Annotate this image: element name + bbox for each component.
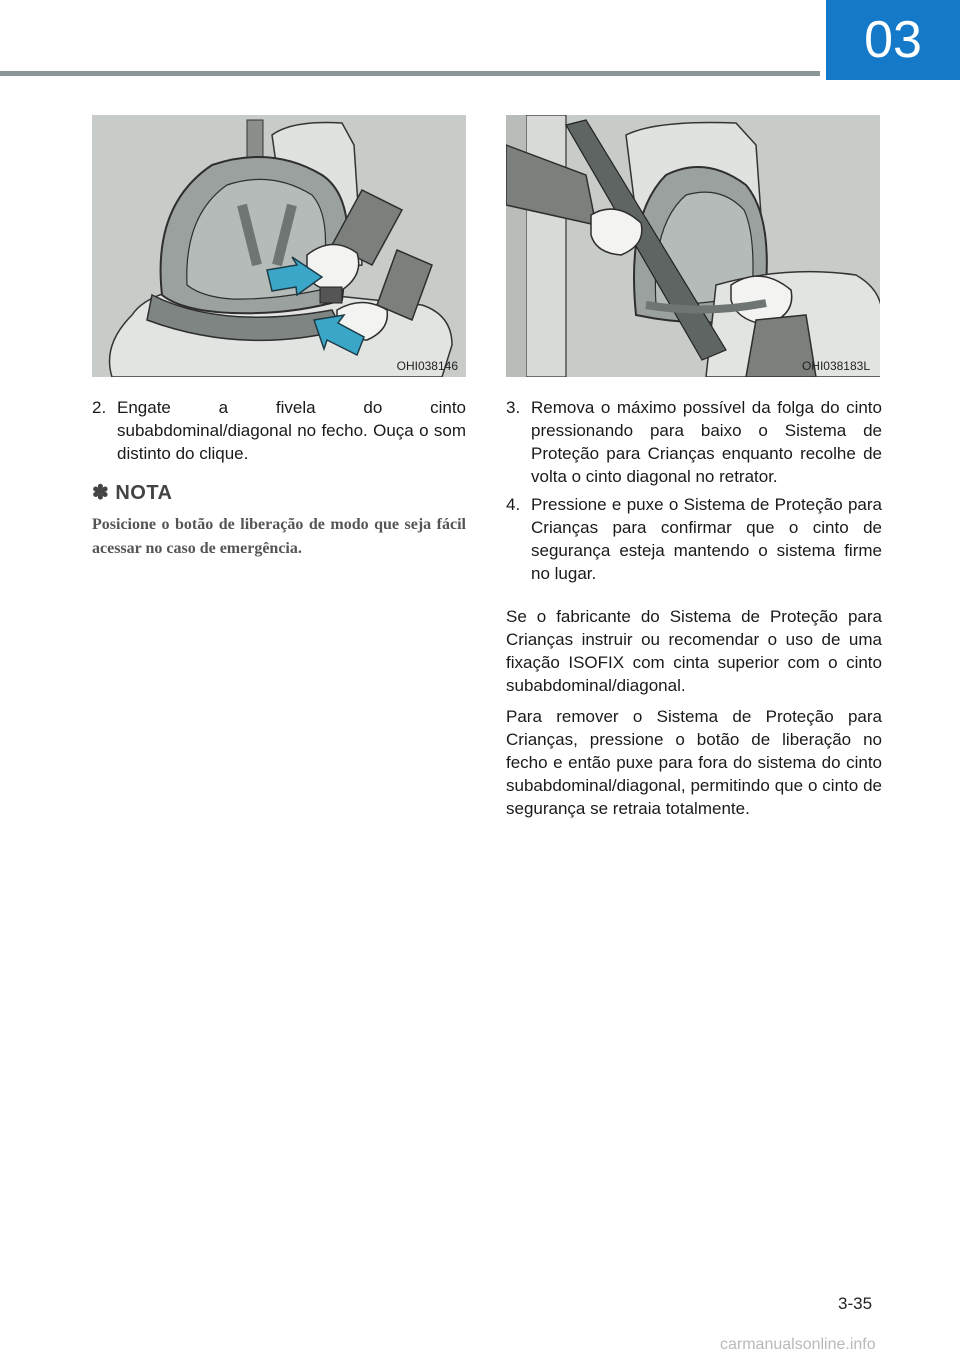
paragraph-remove: Para remover o Sistema de Proteção para Crianças, pressione o botão de liberação no fecho e então puxe para fora do sistema do cinto subabdominal/diagonal, permitindo que o cinto de segurança se retraia totalmente. [506,707,882,818]
paragraph-isofix: Se o fabricante do Sistema de Proteção para Crianças instruir ou recomendar o uso de uma fixação ISOFIX com cinta superior com o cinto subabdominal/diagonal. [506,607,882,695]
chapter-tab: 03 [826,0,960,80]
page-number: 3-35 [838,1294,873,1313]
step-text: Engate a fivela do cinto subabdominal/diagonal no fecho. Ouça o som distinto do clique. [117,398,466,463]
step-text: Remova o máximo possível da folga do cinto pressionando para baixo o Sistema de Proteção para Crianças enquanto recolhe de volta o cinto diagonal no retrator. [531,398,882,486]
watermark: carmanualsonline.info [720,1336,876,1353]
figure-belt-tighten [506,115,880,377]
step-number: 3. [506,398,521,417]
step-number: 2. [92,398,107,417]
nota-text: Posicione o botão de liberação de modo que seja fácil acessar no caso de emergência. [92,516,466,557]
figure-code: OHI038183L [801,359,870,373]
asterisk-icon: ✽ [92,482,110,504]
nota-heading [92,482,466,505]
figure-code: OHI038146 [396,359,458,373]
left-column [92,396,466,561]
step-2 [92,396,466,465]
figure-buckle-engage [92,115,466,377]
step-4 [506,493,882,585]
step-3 [506,396,882,488]
right-column [506,396,882,828]
step-text: Pressione e puxe o Sistema de Proteção para Crianças para confirmar que o cinto de segurança esteja mantendo o sistema firme no lugar. [531,495,882,583]
child-seat-illustration [92,115,466,377]
step-number: 4. [506,495,521,514]
nota-title: NOTA [115,482,173,504]
header-rule [0,71,820,76]
belt-tighten-illustration [506,115,880,377]
